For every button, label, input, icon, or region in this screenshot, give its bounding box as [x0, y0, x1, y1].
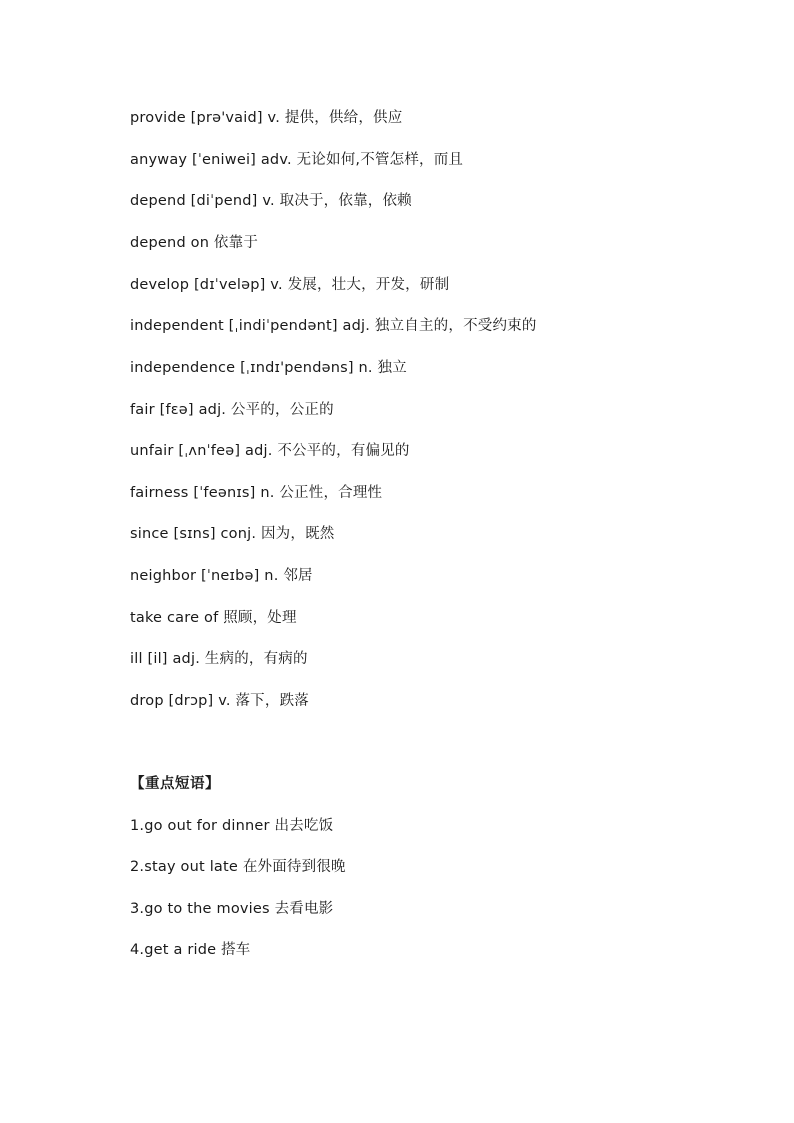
vocab-entry-provide: provide [prə'vaid] v. 提供，供给，供应	[130, 110, 403, 126]
vocab-entry-independence: independence [ˌɪndɪ'pendəns] n. 独立	[130, 360, 407, 376]
vocab-entry-ill: ill [il] adj. 生病的，有病的	[130, 651, 308, 667]
vocab-entry-depend-on: depend on 依靠于	[130, 235, 259, 251]
vocab-entry-neighbor: neighbor [ˈneɪbə] n. 邻居	[130, 568, 313, 584]
vocab-entry-fairness: fairness [ˈfeənɪs] n. 公正性，合理性	[130, 485, 383, 501]
phrases-heading: 【重点短语】	[130, 776, 220, 792]
phrase-item-3: 3.go to the movies 去看电影	[130, 901, 334, 917]
vocab-entry-fair: fair [fɛə] adj. 公平的，公正的	[130, 402, 334, 418]
vocab-entry-independent: independent [ˌindiˈpendənt] adj. 独立自主的，不受约束的	[130, 318, 537, 334]
vocab-entry-anyway: anyway [ˈeniwei] adv. 无论如何,不管怎样，而且	[130, 152, 464, 168]
phrase-item-1: 1.go out for dinner 出去吃饭	[130, 818, 334, 834]
vocab-entry-unfair: unfair [ˌʌnˈfeə] adj. 不公平的，有偏见的	[130, 443, 410, 459]
phrase-item-4: 4.get a ride 搭车	[130, 942, 251, 958]
vocab-entry-develop: develop [dɪˈveləp] v. 发展，壮大，开发，研制	[130, 277, 450, 293]
vocab-entry-since: since [sɪns] conj. 因为，既然	[130, 526, 335, 542]
phrase-item-2: 2.stay out late 在外面待到很晚	[130, 859, 346, 875]
vocab-entry-drop: drop [drɔp] v. 落下，跌落	[130, 693, 309, 709]
vocab-entry-depend: depend [diˈpend] v. 取决于，依靠，依赖	[130, 193, 412, 209]
vocab-entry-take-care-of: take care of 照顾，处理	[130, 610, 297, 626]
